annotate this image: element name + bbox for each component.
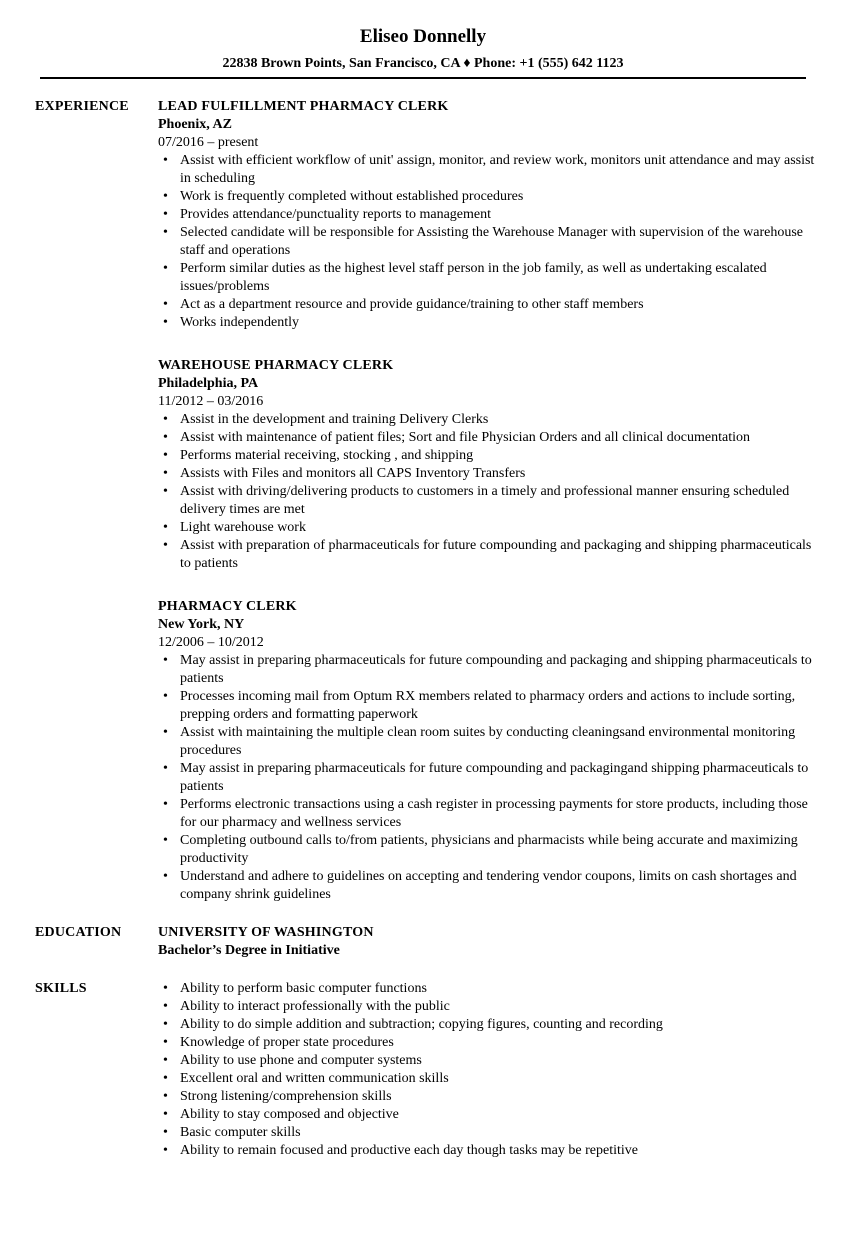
list-item: • Assist with maintaining the multiple clean room suites by conducting cleaningsand environmental monitoring procedures [180, 724, 818, 760]
contact-line: 22838 Brown Points, San Francisco, CA ♦ Phone: +1 (555) 642 1123 [222, 56, 624, 71]
list-item: • Ability to do simple addition and subtraction; copying figures, counting and recording [180, 1016, 818, 1034]
list-item: • May assist in preparing pharmaceuticals for future compounding and packagingand shipping pharmaceuticals to patients [180, 760, 818, 796]
job-bullets [158, 152, 818, 332]
job-bullets [158, 652, 818, 904]
job-title: PHARMACY CLERK [158, 599, 297, 614]
list-item: • Understand and adhere to guidelines on accepting and tendering vendor coupons, limits on cash shortages and company shrink guidelines [180, 868, 818, 904]
skills-section [158, 980, 818, 1160]
education-section [158, 924, 818, 960]
list-item: • Assist with preparation of pharmaceuticals for future compounding and packaging and shipping pharmaceuticals to patients [180, 537, 818, 573]
job-entry [158, 98, 818, 332]
section-label-skills: SKILLS [35, 981, 87, 996]
list-item: • Excellent oral and written communication skills [180, 1070, 818, 1088]
list-item: • Selected candidate will be responsible for Assisting the Warehouse Manager with supervision of the warehouse staff and operations [180, 224, 818, 260]
job-entry [158, 357, 818, 573]
list-item: • Ability to interact professionally with the public [180, 998, 818, 1016]
list-item: • Ability to stay composed and objective [180, 1106, 818, 1124]
degree: Bachelor’s Degree in Initiative [158, 943, 340, 958]
list-item: • Basic computer skills [180, 1124, 818, 1142]
job-title: LEAD FULFILLMENT PHARMACY CLERK [158, 99, 449, 114]
list-item: • Performs electronic transactions using a cash register in processing payments for store products, including those for our pharmacy and wellness services [180, 796, 818, 832]
list-item: • Performs material receiving, stocking , and shipping [180, 447, 818, 465]
list-item: • May assist in preparing pharmaceuticals for future compounding and packaging and shipping pharmaceuticals to patients [180, 652, 818, 688]
experience-section [158, 98, 818, 929]
list-item: • Act as a department resource and provide guidance/training to other staff members [180, 296, 818, 314]
list-item: • Assists with Files and monitors all CAPS Inventory Transfers [180, 465, 818, 483]
list-item: • Strong listening/comprehension skills [180, 1088, 818, 1106]
job-location: New York, NY [158, 617, 245, 632]
section-label-experience: EXPERIENCE [35, 99, 129, 114]
list-item: • Ability to remain focused and productive each day though tasks may be repetitive [180, 1142, 818, 1160]
list-item: • Works independently [180, 314, 818, 332]
job-location: Philadelphia, PA [158, 376, 259, 391]
job-bullets [158, 411, 818, 573]
list-item: • Completing outbound calls to/from patients, physicians and pharmacists while being accurate and maximizing productivity [180, 832, 818, 868]
resume-header [0, 24, 846, 73]
list-item: • Assist with driving/delivering products to customers in a timely and professional manner ensuring scheduled delivery times are met [180, 483, 818, 519]
section-label-education: EDUCATION [35, 925, 122, 940]
list-item: • Provides attendance/punctuality reports to management [180, 206, 818, 224]
list-item: • Perform similar duties as the highest level staff person in the job family, as well as undertaking escalated issues/problems [180, 260, 818, 296]
job-dates: 12/2006 – 10/2012 [158, 635, 264, 650]
list-item: • Ability to use phone and computer systems [180, 1052, 818, 1070]
skills-list [158, 980, 818, 1160]
job-dates: 11/2012 – 03/2016 [158, 394, 264, 409]
job-entry [158, 598, 818, 904]
job-title: WAREHOUSE PHARMACY CLERK [158, 358, 394, 373]
list-item: • Assist with maintenance of patient files; Sort and file Physician Orders and all clinical documentation [180, 429, 818, 447]
list-item: • Ability to perform basic computer functions [180, 980, 818, 998]
list-item: • Work is frequently completed without established procedures [180, 188, 818, 206]
school-name: UNIVERSITY OF WASHINGTON [158, 925, 374, 940]
list-item: • Knowledge of proper state procedures [180, 1034, 818, 1052]
list-item: • Light warehouse work [180, 519, 818, 537]
list-item: • Assist with efficient workflow of unit' assign, monitor, and review work, monitors unit attendance and may assist in scheduling [180, 152, 818, 188]
list-item: • Assist in the development and training Delivery Clerks [180, 411, 818, 429]
header-divider [40, 77, 806, 79]
list-item: • Processes incoming mail from Optum RX members related to pharmacy orders and actions to include sorting, prepping orders and formatting paperwork [180, 688, 818, 724]
candidate-name: Eliseo Donnelly [359, 26, 487, 47]
job-location: Phoenix, AZ [158, 117, 232, 132]
job-dates: 07/2016 – present [158, 135, 259, 150]
